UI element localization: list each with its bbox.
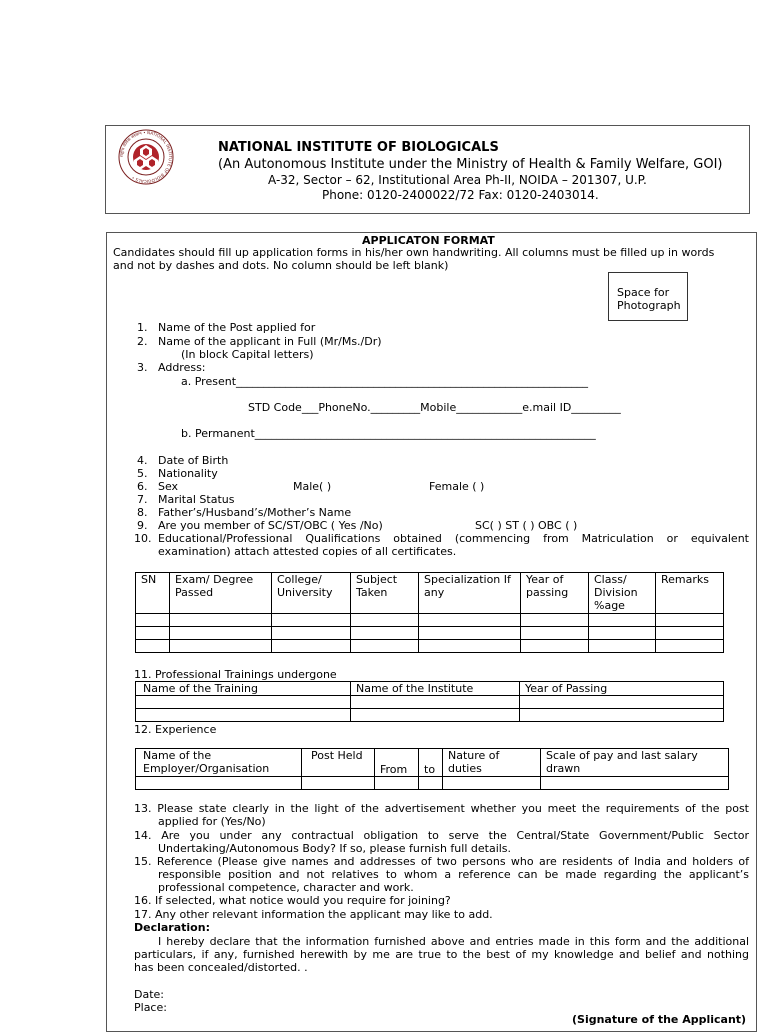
item-number: 9.	[137, 519, 148, 532]
place-field[interactable]: Place:	[134, 1001, 167, 1014]
column-header: Name of the Training	[136, 682, 351, 696]
item-number: 2.	[137, 335, 148, 348]
table-header-row	[136, 749, 729, 777]
declaration-text-2: particulars, if any, furnished herewith by me are true to the best of my knowledge and belief and nothing	[134, 948, 749, 961]
item-date-of-birth: Date of Birth	[158, 454, 229, 467]
item-category-member: Are you member of SC/ST/OBC ( Yes /No)	[158, 519, 383, 532]
item-reference-cont: responsible position and not relatives to whom a reference can be made regarding the applicant’s	[158, 868, 749, 881]
sex-male-option[interactable]: Male( )	[293, 480, 332, 493]
item-applicant-name: Name of the applicant in Full (Mr/Ms./Dr)	[158, 335, 382, 348]
column-header: From	[375, 749, 419, 777]
item-parent-name: Father’s/Husband’s/Mother’s Name	[158, 506, 352, 519]
institute-address: A-32, Sector – 62, Institutional Area Ph-II, NOIDA – 201307, U.P.	[268, 173, 647, 187]
column-header: Subject Taken	[351, 573, 419, 614]
item-number: 4.	[137, 454, 148, 467]
declaration-text-3: has been concealed/distorted. .	[134, 961, 308, 974]
category-options[interactable]: SC( ) ST ( ) OBC ( )	[475, 519, 578, 532]
sex-female-option[interactable]: Female ( )	[429, 480, 485, 493]
column-header: Post Held	[302, 749, 375, 777]
present-address-field[interactable]: a. Present________________________________________________________________	[181, 375, 589, 388]
item-number: 5.	[137, 467, 148, 480]
item-reference-cont-2: professional competence, character and work.	[158, 881, 414, 894]
item-other-information: 17. Any other relevant information the applicant may like to add.	[134, 908, 493, 921]
item-requirements-cont: applied for (Yes/No)	[158, 815, 266, 828]
table-header-row	[136, 573, 724, 614]
item-contractual-obligation: 14. Are you under any contractual obligation to serve the Central/State Government/Public Sector	[134, 829, 749, 842]
experience-table	[135, 748, 729, 790]
column-header: Exam/ Degree Passed	[170, 573, 272, 614]
item-sex: Sex	[158, 480, 179, 493]
column-header: College/ University	[272, 573, 351, 614]
item-professional-trainings: 11. Professional Trainings undergone	[134, 668, 337, 681]
column-header: Year of passing	[521, 573, 589, 614]
date-field[interactable]: Date:	[134, 988, 164, 1001]
form-title: APPLICATON FORMAT	[362, 234, 495, 247]
column-header: Name of the Employer/Organisation	[136, 749, 302, 777]
column-header: Specialization If any	[419, 573, 521, 614]
item-reference: 15. Reference (Please give names and addresses of two persons who are residents of India and holders of	[134, 855, 749, 868]
declaration-heading: Declaration:	[134, 921, 210, 934]
item-number: 7.	[137, 493, 148, 506]
item-qualifications-cont: examination) attach attested copies of all certificates.	[158, 545, 457, 558]
column-header: Scale of pay and last salary drawn	[541, 749, 729, 777]
intro-line-2: and not by dashes and dots. No column should be left blank)	[113, 259, 449, 272]
item-number: 8.	[137, 506, 148, 519]
table-row[interactable]	[136, 614, 724, 627]
photo-label-1: Space for	[617, 286, 670, 299]
institute-phone: Phone: 0120-2400022/72 Fax: 0120-2403014.	[322, 188, 599, 202]
item-marital-status: Marital Status	[158, 493, 235, 506]
contact-details-field[interactable]: STD Code___PhoneNo._________Mobile____________e.mail ID_________	[248, 401, 621, 414]
column-header: Class/ Division %age	[589, 573, 656, 614]
column-header: Year of Passing	[520, 682, 724, 696]
photo-label-2: Photograph	[617, 299, 681, 312]
table-row[interactable]	[136, 696, 724, 709]
item-contractual-obligation-cont: Undertaking/Autonomous Body? If so, please furnish full details.	[158, 842, 512, 855]
declaration-text-1: I hereby declare that the information furnished above and entries made in this form and the additional	[158, 935, 749, 948]
item-number: 1.	[137, 321, 148, 334]
institute-subtitle: (An Autonomous Institute under the Ministry of Health & Family Welfare, GOI)	[218, 157, 723, 172]
item-nationality: Nationality	[158, 467, 218, 480]
signature-label: (Signature of the Applicant)	[572, 1013, 747, 1026]
column-header: to	[419, 749, 443, 777]
item-address: Address:	[158, 361, 206, 374]
table-row[interactable]	[136, 627, 724, 640]
table-row[interactable]	[136, 777, 729, 790]
item-notice-period: 16. If selected, what notice would you require for joining?	[134, 894, 451, 907]
item-number: 3.	[137, 361, 148, 374]
intro-line-1: Candidates should fill up application forms in his/her own handwriting. All columns must be filled up in words	[113, 246, 715, 259]
item-experience: 12. Experience	[134, 723, 217, 736]
table-row[interactable]	[136, 640, 724, 653]
column-header: Nature of duties	[443, 749, 541, 777]
qualifications-table	[135, 572, 724, 653]
photograph-space	[608, 272, 688, 321]
table-row[interactable]	[136, 709, 724, 722]
item-number: 10.	[134, 532, 152, 545]
table-header-row	[136, 682, 724, 696]
svg-text:राष्ट्रीय जैविक संस्थान • NATI: राष्ट्रीय जैविक संस्थान • NATIONAL INSTITUTE OF BIOLOGICALS •	[118, 129, 174, 185]
item-qualifications: Educational/Professional Qualifications obtained (commencing from Matriculation or equivalent	[158, 532, 749, 545]
item-post-applied: Name of the Post applied for	[158, 321, 316, 334]
column-header: Remarks	[656, 573, 724, 614]
trainings-table	[135, 681, 724, 722]
item-applicant-name-note: (In block Capital letters)	[181, 348, 314, 361]
column-header: SN	[136, 573, 170, 614]
institute-logo	[117, 128, 175, 186]
column-header: Name of the Institute	[351, 682, 520, 696]
permanent-address-field[interactable]: b. Permanent______________________________________________________________	[181, 427, 596, 440]
institute-name: NATIONAL INSTITUTE OF BIOLOGICALS	[218, 140, 499, 155]
item-requirements: 13. Please state clearly in the light of the advertisement whether you meet the requirements of the post	[134, 802, 749, 815]
item-number: 6.	[137, 480, 148, 493]
